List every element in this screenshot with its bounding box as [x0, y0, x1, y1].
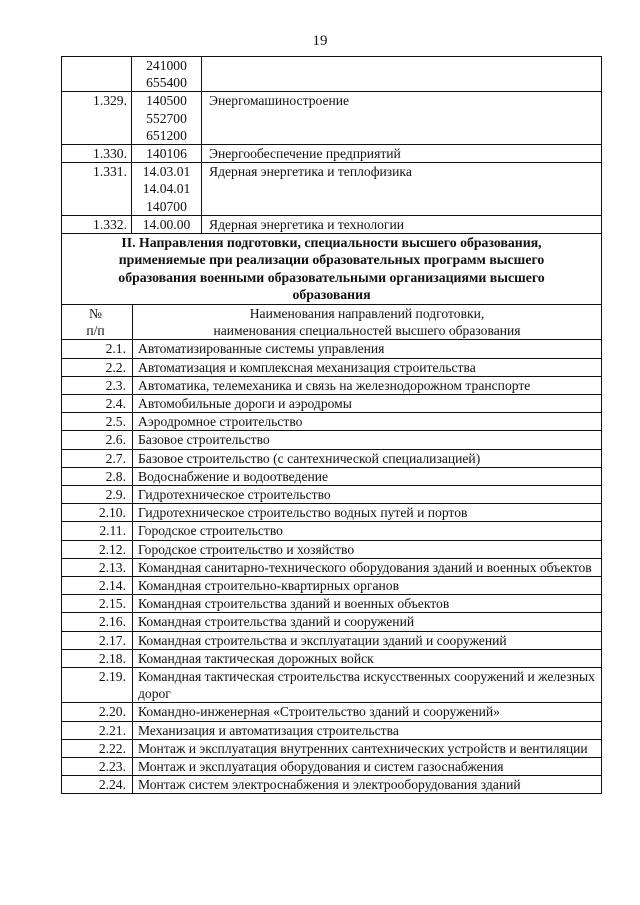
table-row: [62, 558, 602, 576]
row-name: Городское строительство и хозяйство: [133, 540, 602, 558]
row-number: 2.24.: [62, 776, 133, 794]
row-number: 2.13.: [62, 558, 133, 576]
row-number: 2.17.: [62, 631, 133, 649]
specialties-table: [61, 304, 602, 794]
row-name: Монтаж и эксплуатация оборудования и систем газоснабжения: [133, 758, 602, 776]
row-number: 2.5.: [62, 413, 133, 431]
code-value: 140106: [146, 145, 187, 161]
page-number: 19: [312, 33, 328, 49]
row-number: 2.7.: [62, 449, 133, 467]
top-table-row: [62, 57, 602, 92]
code-value: 14.03.01: [142, 164, 191, 180]
table-row: [62, 739, 602, 757]
table-row: [62, 358, 602, 376]
row-number: 2.19.: [62, 668, 133, 703]
row-name: Командная строительства зданий и сооружений: [133, 613, 602, 631]
row-name: Командная строительно-квартирных органов: [133, 577, 602, 595]
row-name: Автомобильные дороги и аэродромы: [133, 395, 602, 413]
table-row: [62, 649, 602, 667]
header-number-line1: №: [89, 306, 102, 321]
row-name: Энергомашиностроение: [202, 92, 602, 145]
top-table-row: [62, 144, 602, 162]
row-name: Гидротехническое строительство водных путей и портов: [133, 504, 602, 522]
table-row: [62, 449, 602, 467]
row-name: Командная тактическая строительства искусственных сооружений и железных дорог: [133, 668, 602, 703]
row-name: Ядерная энергетика и теплофизика: [202, 163, 602, 216]
row-number: 2.16.: [62, 613, 133, 631]
row-codes: [132, 215, 202, 233]
table-row: [62, 703, 602, 721]
code-value: 655400: [146, 75, 187, 91]
code-value: 140700: [146, 198, 187, 214]
section-title: II. Направления подготовки, специальности высшего образования, применяемые при реализации образовательных программ высшего образования военными образовательными организациями высшего образования: [62, 233, 602, 304]
table-row: [62, 577, 602, 595]
row-codes: [132, 163, 202, 216]
row-number: 2.15.: [62, 595, 133, 613]
row-name: Гидротехническое строительство: [133, 486, 602, 504]
row-number: 2.14.: [62, 577, 133, 595]
row-name: Командно-инженерная «Строительство зданий и сооружений»: [133, 703, 602, 721]
row-number: 1.330.: [62, 144, 132, 162]
table-row: [62, 467, 602, 485]
table-row: [62, 540, 602, 558]
code-value: 241000: [146, 58, 187, 73]
table-row: [62, 776, 602, 794]
row-number: 2.1.: [62, 340, 133, 358]
row-number: 2.22.: [62, 739, 133, 757]
table-row: [62, 395, 602, 413]
row-name: Городское строительство: [133, 522, 602, 540]
table-row: [62, 340, 602, 358]
row-number: [62, 57, 132, 92]
row-name: Автоматика, телемеханика и связь на железнодорожном транспорте: [133, 376, 602, 394]
code-value: 14.04.01: [142, 181, 191, 197]
row-name: Водоснабжение и водоотведение: [133, 467, 602, 485]
table-row: [62, 595, 602, 613]
row-name: Монтаж систем электроснабжения и электрооборудования зданий: [133, 776, 602, 794]
top-table-row: [62, 163, 602, 216]
row-number: 2.4.: [62, 395, 133, 413]
row-number: 2.18.: [62, 649, 133, 667]
table-header-row: [62, 305, 602, 340]
row-number: 2.2.: [62, 358, 133, 376]
table-row: [62, 668, 602, 703]
row-name: Ядерная энергетика и технологии: [202, 215, 602, 233]
row-number: 2.21.: [62, 721, 133, 739]
header-number: [62, 305, 133, 340]
row-name: Энергообеспечение предприятий: [202, 144, 602, 162]
table-row: [62, 504, 602, 522]
table-row: [62, 631, 602, 649]
row-name: Базовое строительство: [133, 431, 602, 449]
continuation-table: [61, 56, 602, 305]
top-table-row: [62, 215, 602, 233]
table-row: [62, 613, 602, 631]
row-number: 2.11.: [62, 522, 133, 540]
row-number: 2.20.: [62, 703, 133, 721]
row-name: Командная строительства зданий и военных объектов: [133, 595, 602, 613]
table-row: [62, 431, 602, 449]
row-name: [202, 57, 602, 92]
row-codes: [132, 144, 202, 162]
header-number-line2: п/п: [86, 323, 105, 339]
row-name: Базовое строительство (с сантехнической специализацией): [133, 449, 602, 467]
table-row: [62, 522, 602, 540]
row-codes: [132, 57, 202, 92]
row-number: 2.12.: [62, 540, 133, 558]
table-row: [62, 413, 602, 431]
table-row: [62, 721, 602, 739]
row-name: Автоматизация и комплексная механизация строительства: [133, 358, 602, 376]
top-table-row: [62, 92, 602, 145]
row-number: 2.3.: [62, 376, 133, 394]
header-name: [133, 305, 602, 340]
row-number: 2.10.: [62, 504, 133, 522]
header-name-line2: наименования специальностей высшего образования: [213, 323, 521, 339]
table-row: [62, 376, 602, 394]
row-name: Аэродромное строительство: [133, 413, 602, 431]
row-name: Командная санитарно-технического оборудования зданий и военных объектов: [133, 558, 602, 576]
row-name: Механизация и автоматизация строительства: [133, 721, 602, 739]
row-name: Автоматизированные системы управления: [133, 340, 602, 358]
row-number: 2.8.: [62, 467, 133, 485]
row-name: Монтаж и эксплуатация внутренних сантехнических устройств и вентиляции: [133, 739, 602, 757]
table-row: [62, 758, 602, 776]
row-number: 2.23.: [62, 758, 133, 776]
row-name: Командная строительства и эксплуатации зданий и сооружений: [133, 631, 602, 649]
row-number: 2.9.: [62, 486, 133, 504]
section-heading-row: [62, 233, 602, 304]
row-number: 1.329.: [62, 92, 132, 145]
row-number: 2.6.: [62, 431, 133, 449]
code-value: 140500: [146, 93, 187, 109]
code-value: 552700: [146, 110, 187, 126]
code-value: 14.00.00: [142, 216, 191, 232]
row-number: 1.332.: [62, 215, 132, 233]
row-number: 1.331.: [62, 163, 132, 216]
row-codes: [132, 92, 202, 145]
table-row: [62, 486, 602, 504]
header-name-line1: Наименования направлений подготовки,: [249, 306, 485, 321]
code-value: 651200: [146, 127, 187, 143]
row-name: Командная тактическая дорожных войск: [133, 649, 602, 667]
